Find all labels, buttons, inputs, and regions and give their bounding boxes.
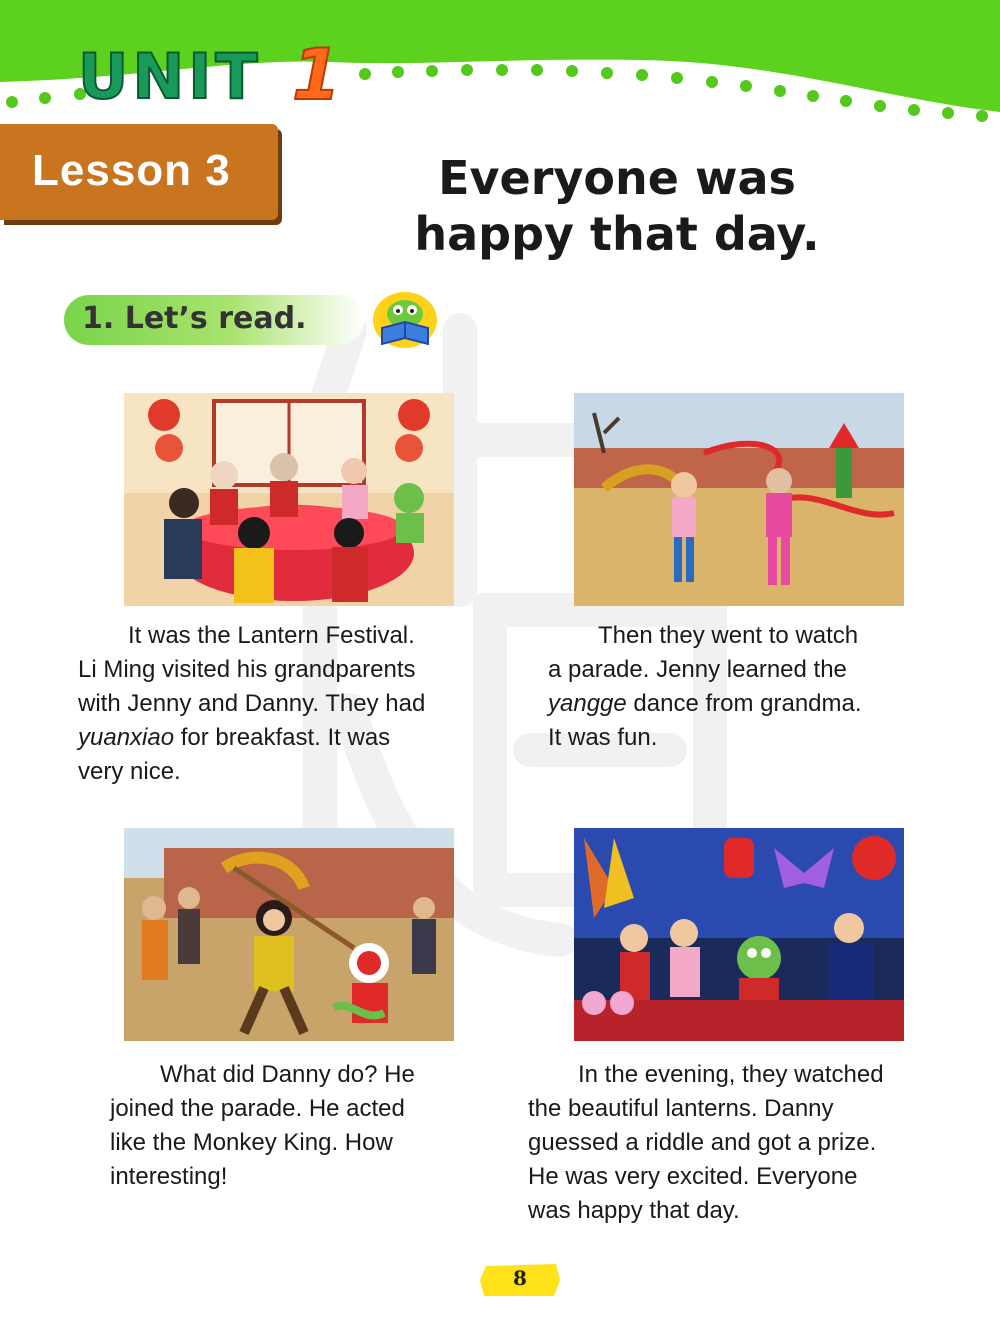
lantern-riddle-illustration [574,828,904,1041]
story-3-text [110,1058,490,1194]
monkey-king-parade-illustration [124,828,454,1041]
story-3-line-3: like the Monkey King. How [110,1129,393,1156]
story-4-line-3: guessed a riddle and got a prize. [528,1129,877,1156]
story-2-line-3: yangge dance from grandma. [548,690,862,717]
lesson-title [372,150,862,262]
story-2-line-2: a parade. Jenny learned the [548,656,847,683]
reading-character-icon [370,290,440,350]
story-4-line-5: was happy that day. [528,1197,740,1224]
story-3-line-2: joined the parade. He acted [110,1095,405,1122]
story-2-line-4: It was fun. [548,724,658,751]
story-2-line-1: Then they went to watch [598,622,859,649]
section-heading: 1. Let’s read. [82,301,307,336]
story-2-text [548,619,948,755]
family-breakfast-illustration [124,393,454,606]
story-4-line-1: In the evening, they watched [578,1061,884,1088]
story-1-line-3: with Jenny and Danny. They had [78,690,426,717]
lesson-label: Lesson 3 [32,146,231,195]
story-1-text [78,619,518,789]
story-3-line-4: interesting! [110,1163,228,1190]
page-number: 8 [513,1266,527,1290]
unit-title: UNIT [78,40,262,113]
lesson-title-line-1: Everyone was [438,151,796,205]
lesson-title-line-2: happy that day. [414,207,820,261]
story-1-line-2: Li Ming visited his grandparents [78,656,416,683]
story-4-line-4: He was very excited. Everyone [528,1163,858,1190]
story-4-text [528,1058,968,1228]
story-1-line-4: yuanxiao for breakfast. It was [78,724,391,751]
unit-number: 1 [292,34,341,116]
story-3-line-1: What did Danny do? He [160,1061,415,1088]
story-4-line-2: the beautiful lanterns. Danny [528,1095,834,1122]
story-1-line-1: It was the Lantern Festival. [128,622,415,649]
story-1-line-5: very nice. [78,758,181,785]
yangge-dance-parade-illustration [574,393,904,606]
